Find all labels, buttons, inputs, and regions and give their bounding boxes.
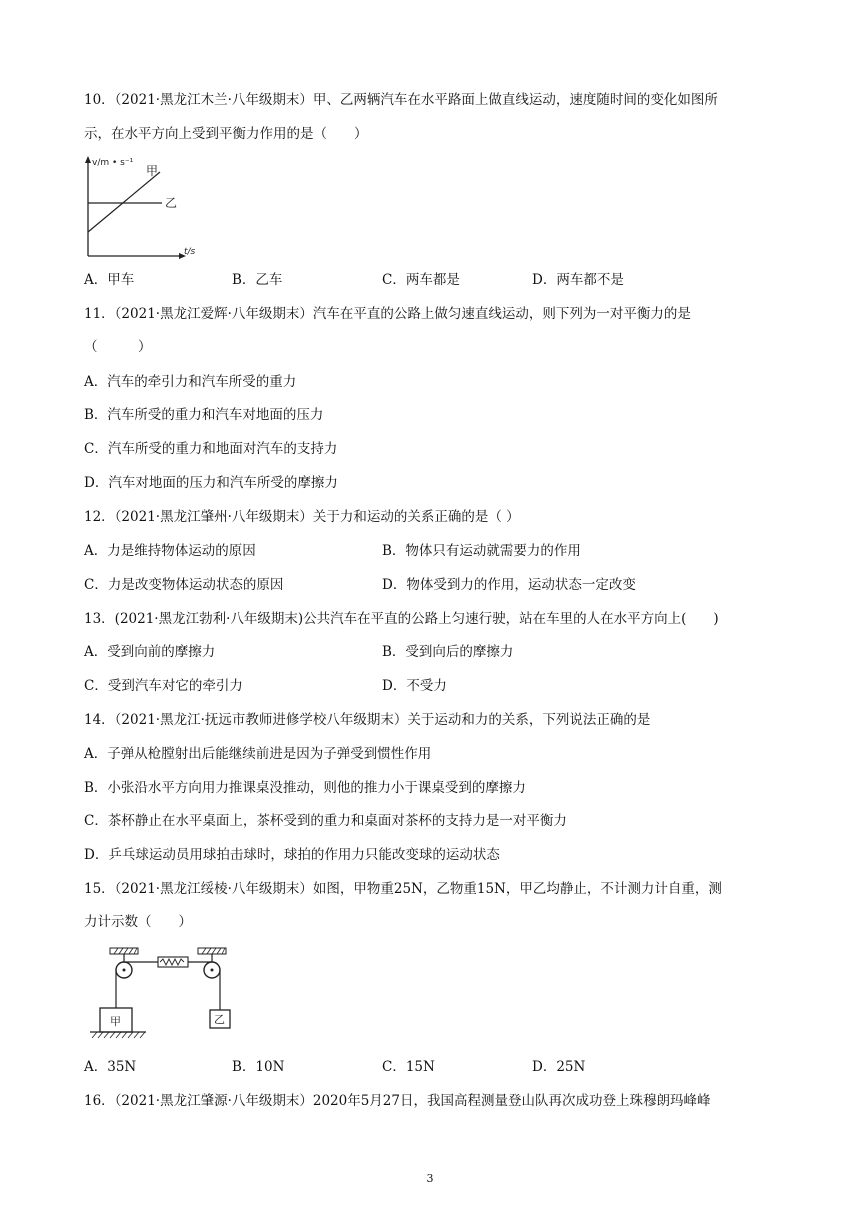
q14-stem: 14．（2021·黑龙江·抚远市教师进修学校八年级期末）关于运动和力的关系，下列说法正确的是 xyxy=(84,712,651,728)
q10-stem-line2: 示，在水平方向上受到平衡力作用的是（ ） xyxy=(84,126,368,142)
q14-option-a: A．子弹从枪膛射出后能继续前进是因为子弹受到惯性作用 xyxy=(84,746,432,762)
q15-option-c: C．15N xyxy=(382,1059,435,1075)
q13-stem: 13．(2021·黑龙江勃利·八年级期末)公共汽车在平直的公路上匀速行驶，站在车里的人在水平方向上( ) xyxy=(84,611,719,627)
q10-option-c: C．两车都是 xyxy=(382,272,460,288)
q12-option-d: D．物体受到力的作用，运动状态一定改变 xyxy=(382,577,636,593)
q15-option-d: D．25N xyxy=(532,1059,586,1075)
q15-stem-line2: 力计示数（ ） xyxy=(84,914,192,930)
page-number: 3 xyxy=(426,1172,434,1185)
q11-stem-line2: （ ） xyxy=(84,339,152,355)
q13-option-d: D．不受力 xyxy=(382,678,447,694)
q15-option-a: A．35N xyxy=(84,1059,137,1075)
q15-pulley-spring-scale-figure xyxy=(88,946,248,1046)
graph-label-yi: 乙 xyxy=(165,196,178,210)
q16-stem-line1: 16．（2021·黑龙江肇源·八年级期末）2020年5月27日，我国高程测量登山队再次成功登上珠穆朗玛峰峰 xyxy=(84,1093,711,1109)
q10-option-b: B．乙车 xyxy=(232,272,283,288)
q13-option-c: C．受到汽车对它的牵引力 xyxy=(84,678,243,694)
block-yi-label: 乙 xyxy=(214,1013,225,1026)
graph-label-jia: 甲 xyxy=(146,164,159,178)
q10-stem-line1: 10．（2021·黑龙江木兰·八年级期末）甲、乙两辆汽车在水平路面上做直线运动，速度随时间的变化如图所 xyxy=(84,92,718,108)
q13-option-a: A．受到向前的摩擦力 xyxy=(84,644,216,660)
q12-option-a: A．力是维持物体运动的原因 xyxy=(84,543,256,559)
q10-option-a: A．甲车 xyxy=(84,272,135,288)
q10-velocity-time-graph xyxy=(82,154,202,262)
graph-y-axis-arrow xyxy=(85,156,91,163)
q13-option-b: B．受到向后的摩擦力 xyxy=(382,644,514,660)
q14-option-b: B．小张沿水平方向用力推课桌没推动，则他的推力小于课桌受到的摩擦力 xyxy=(84,780,526,796)
q14-option-d: D．乒乓球运动员用球拍击球时，球拍的作用力只能改变球的运动状态 xyxy=(84,847,500,863)
block-jia-label: 甲 xyxy=(110,1015,121,1028)
q11-option-b: B．汽车所受的重力和汽车对地面的压力 xyxy=(84,407,324,423)
graph-ylabel: v/m • s⁻¹ xyxy=(92,158,134,168)
q12-option-c: C．力是改变物体运动状态的原因 xyxy=(84,577,284,593)
line-jia xyxy=(88,172,160,232)
graph-xlabel: t/s xyxy=(184,247,196,257)
q14-option-c: C．茶杯静止在水平桌面上，茶杯受到的重力和桌面对茶杯的支持力是一对平衡力 xyxy=(84,813,567,829)
q10-option-d: D．两车都不是 xyxy=(532,272,624,288)
q11-option-d: D．汽车对地面的压力和汽车所受的摩擦力 xyxy=(84,475,338,491)
q11-option-c: C．汽车所受的重力和地面对汽车的支持力 xyxy=(84,441,338,457)
q12-option-b: B．物体只有运动就需要力的作用 xyxy=(382,543,581,559)
q11-stem-line1: 11．（2021·黑龙江爱辉·八年级期末）汽车在平直的公路上做匀速直线运动，则下列为一对平衡力的是 xyxy=(84,306,691,322)
q15-option-b: B．10N xyxy=(232,1059,285,1075)
q12-stem: 12．（2021·黑龙江肇州·八年级期末）关于力和运动的关系正确的是（ ） xyxy=(84,509,520,525)
q11-option-a: A．汽车的牵引力和汽车所受的重力 xyxy=(84,374,297,390)
q15-stem-line1: 15．（2021·黑龙江绥棱·八年级期末）如图，甲物重25N，乙物重15N，甲乙均静止，不计测力计自重，测 xyxy=(84,881,722,897)
